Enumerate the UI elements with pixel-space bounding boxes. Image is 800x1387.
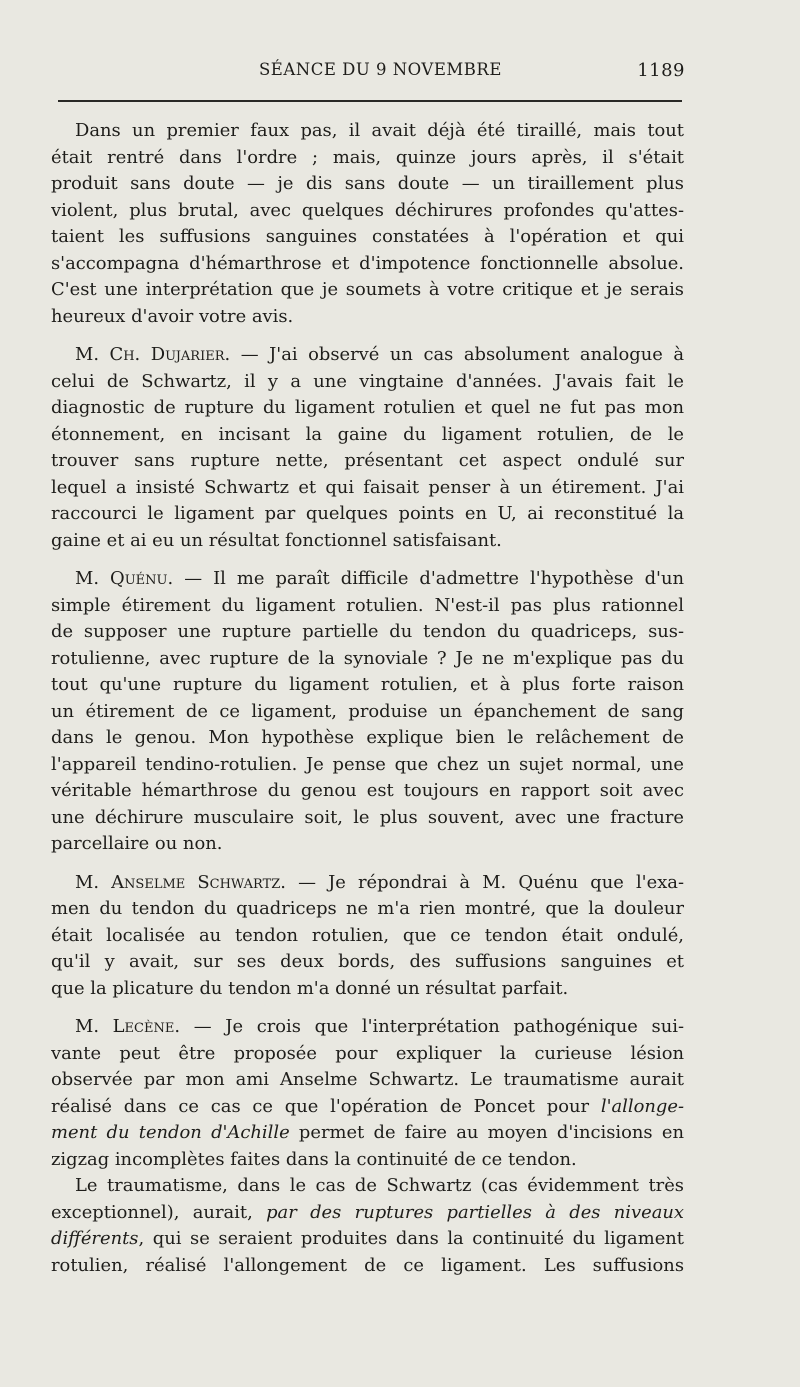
text-line: de supposer une rupture partielle du tendon du quadriceps, sus- — [51, 621, 684, 642]
text-line: rotulien, réalisé l'allongement de ce ligament. Les suffusions — [51, 1254, 684, 1276]
text-line: Dans un premier faux pas, il avait déjà été tiraillé, mais tout — [75, 120, 684, 141]
italic-text: ment du tendon d'Achille — [51, 1122, 290, 1143]
speech-text: — Il me paraît difficile d'admettre l'hypothèse d'un — [173, 568, 684, 589]
text-line: étonnement, en incisant la gaine du ligament rotulien, de le — [51, 423, 684, 445]
text-line — [51, 1120, 684, 1147]
italic-text: par des ruptures partielles à des niveaux — [266, 1201, 684, 1223]
text-line: produit sans doute — je dis sans doute — un tiraillement plus — [51, 173, 684, 194]
text-span: , qui se seraient produites dans la continuité du ligament — [138, 1228, 684, 1249]
text-line: véritable hémarthrose du genou est toujours en rapport soit avec — [51, 780, 684, 801]
speaker-name: M. Quénu. — [75, 568, 174, 589]
paragraph-5 — [51, 1014, 684, 1173]
speech-text: — Je crois que l'interprétation pathogénique sui- — [180, 1016, 684, 1037]
text-line: l'appareil tendino-rotulien. Je pense que chez un sujet normal, une — [51, 753, 684, 775]
text-line: une déchirure musculaire soit, le plus souvent, avec une fracture — [51, 806, 684, 828]
header-rule — [58, 100, 682, 102]
paragraph-3 — [51, 566, 684, 858]
text-line: diagnostic de rupture du ligament rotulien et quel ne fut pas mon — [51, 397, 684, 418]
text-span: permet de faire au moyen d'incisions en — [289, 1122, 684, 1143]
italic-text: différents — [51, 1228, 139, 1249]
speaker-name: M. Lecène. — [75, 1016, 181, 1037]
paragraph-4 — [51, 870, 684, 1003]
speaker-name: M. Ch. Dujarier. — [75, 344, 231, 365]
text-span: réalisé dans ce cas ce que l'opération de Poncet pour — [51, 1095, 601, 1117]
text-line: était localisée au tendon rotulien, que ce tendon était ondulé, — [51, 924, 684, 946]
italic-text: l'allonge- — [600, 1095, 684, 1117]
text-line: vante peut être proposée pour expliquer la curieuse lésion — [51, 1042, 684, 1064]
text-line: C'est une interprétation que je soumets à votre critique et je serais — [51, 279, 684, 300]
speaker-name: M. Anselme Schwartz. — [75, 871, 286, 893]
text-line — [51, 1094, 684, 1121]
text-line: tout qu'une rupture du ligament rotulien, et à plus forte raison — [51, 674, 684, 695]
text-line: s'accompagna d'hémarthrose et d'impotence fonctionnelle absolue. — [51, 252, 684, 274]
text-line: trouver sans rupture nette, présentant cet aspect ondulé sur — [51, 450, 684, 471]
page-number: 1189 — [637, 60, 685, 81]
text-line — [51, 1014, 684, 1041]
text-line: taient les suffusions sanguines constatées à l'opération et qui — [51, 226, 684, 247]
text-line: parcellaire ou non. — [51, 833, 223, 854]
text-line: un étirement de ce ligament, produise un épanchement de sang — [51, 700, 684, 722]
text-line: celui de Schwartz, il y a une vingtaine d'années. J'avais fait le — [51, 370, 684, 392]
text-span: exceptionnel), aurait, — [51, 1201, 267, 1223]
speech-text: — Je répondrai à M. Quénu que l'exa- — [285, 871, 684, 893]
text-line — [51, 870, 684, 897]
text-line: était rentré dans l'ordre ; mais, quinze jours après, il s'était — [51, 146, 684, 168]
paragraph-6 — [51, 1173, 684, 1279]
text-line: simple étirement du ligament rotulien. N'est-il pas plus rationnel — [51, 594, 684, 616]
text-line: observée par mon ami Anselme Schwartz. Le traumatisme aurait — [51, 1069, 684, 1090]
text-line: gaine et ai eu un résultat fonctionnel satisfaisant. — [51, 529, 502, 551]
text-line — [51, 342, 684, 369]
speech-text: — J'ai observé un cas absolument analogue à — [230, 344, 684, 365]
text-line: lequel a insisté Schwartz et qui faisait penser à un étirement. J'ai — [51, 476, 684, 498]
text-line: raccourci le ligament par quelques points en U, ai reconstitué la — [51, 503, 684, 524]
text-line: Le traumatisme, dans le cas de Schwartz (cas évidemment très — [75, 1175, 684, 1196]
text-line: dans le genou. Mon hypothèse explique bien le relâchement de — [51, 727, 684, 748]
text-line: qu'il y avait, sur ses deux bords, des suffusions sanguines et — [51, 951, 684, 972]
text-line — [51, 1200, 684, 1227]
body-text — [51, 118, 684, 1279]
text-line: zigzag incomplètes faites dans la continuité de ce tendon. — [51, 1148, 577, 1170]
text-line — [51, 566, 684, 593]
paragraph-1 — [51, 118, 684, 330]
running-title: SÉANCE DU 9 NOVEMBRE — [259, 60, 502, 79]
text-line: rotulienne, avec rupture de la synoviale ? Je ne m'explique pas du — [51, 647, 684, 669]
text-line: violent, plus brutal, avec quelques déchirures profondes qu'attes- — [51, 199, 684, 221]
text-line — [51, 1226, 684, 1253]
text-line: men du tendon du quadriceps ne m'a rien montré, que la douleur — [51, 898, 684, 919]
text-line: que la plicature du tendon m'a donné un résultat parfait. — [51, 977, 569, 999]
paragraph-2 — [51, 342, 684, 554]
text-line: heureux d'avoir votre avis. — [51, 305, 294, 327]
